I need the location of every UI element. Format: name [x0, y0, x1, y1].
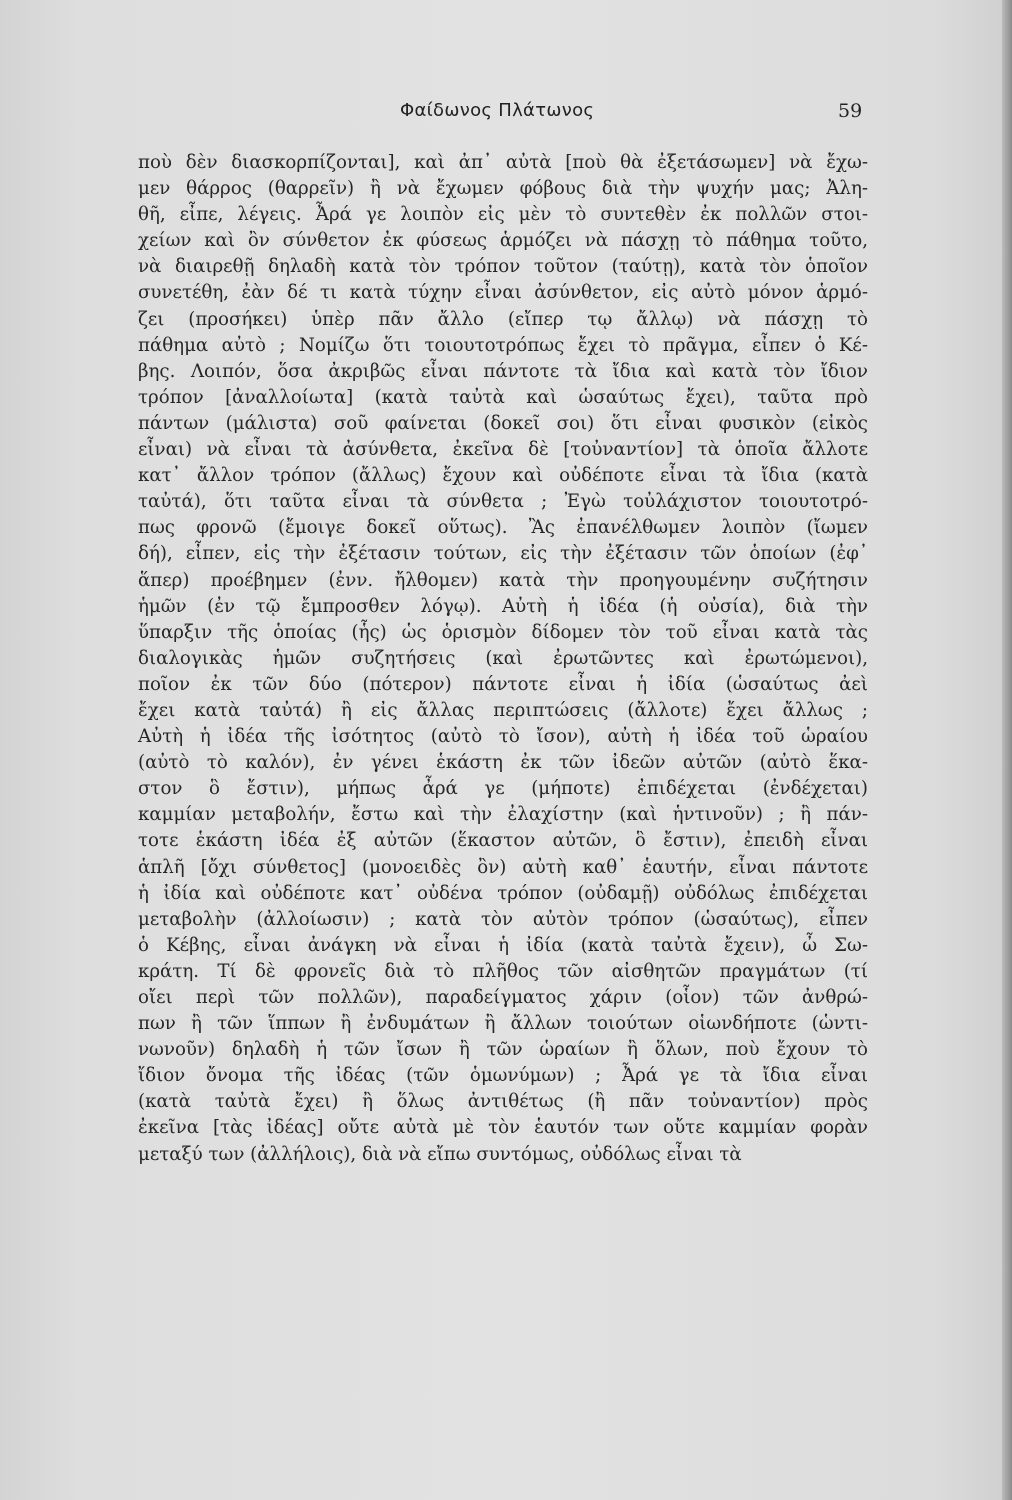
text-line: πων ἢ τῶν ἵππων ἢ ἐνδυμάτων ἢ ἄλλων τοιούτων οἱωνδήποτε (ὡντι- [138, 1013, 868, 1035]
text-line: ἅπερ) προέβημεν (ἐνν. ἤλθομεν) κατὰ τὴν προηγουμένην συζήτησιν [138, 569, 868, 591]
text-line: μεταξύ των (ἀλλήλοις), διὰ νὰ εἴπω συντόμως, οὐδόλως εἶναι τὰ [138, 1143, 742, 1165]
text-line: δή), εἶπεν, εἰς τὴν ἐξέτασιν τούτων, εἰς τὴν ἐξέτασιν τῶν ὁποίων (ἐφ᾿ [138, 543, 868, 565]
text-line: ὕπαρξιν τῆς ὁποίας (ἧς) ὡς ὁρισμὸν δίδομεν τὸν τοῦ εἶναι κατὰ τὰς [138, 621, 868, 643]
text-line: συνετέθη, ἐὰν δέ τι κατὰ τύχην εἶναι ἀσύνθετον, εἰς αὐτὸ μόνον ἁρμό- [138, 282, 868, 304]
text-line: ταὐτά), ὅτι ταῦτα εἶναι τὰ σύνθετα ; Ἐγὼ τοὐλάχιστον τοιουτοτρό- [138, 491, 868, 513]
text-line: τρόπον [ἀναλλοίωτα] (κατὰ ταὐτὰ καὶ ὡσαύτως ἔχει), ταῦτα πρὸ [138, 386, 868, 408]
text-line: πάντων (μάλιστα) σοῦ φαίνεται (δοκεῖ σοι) ὅτι εἶναι φυσικὸν (εἰκὸς [138, 412, 868, 434]
text-line: μεταβολὴν (ἀλλοίωσιν) ; κατὰ τὸν αὐτὸν τρόπον (ὡσαύτως), εἶπεν [138, 908, 868, 930]
text-line: διαλογικὰς ἡμῶν συζητήσεις (καὶ ἐρωτῶντες καὶ ἐρωτώμενοι), [138, 647, 868, 669]
running-title: Φαίδωνος Πλάτωνος [400, 100, 595, 121]
text-line: κράτη. Τί δὲ φρονεῖς διὰ τὸ πλῆθος τῶν αἰσθητῶν πραγμάτων (τί [138, 960, 868, 982]
text-line: θῆ, εἶπε, λέγεις. Ἆρά γε λοιπὸν εἰς μὲν τὸ συντεθὲν ἐκ πολλῶν στοι- [138, 204, 868, 226]
text-line: καμμίαν μεταβολήν, ἔστω καὶ τὴν ἐλαχίστην (καὶ ἡντινοῦν) ; ἢ πάν- [138, 804, 868, 826]
text-line: μεν θάρρος (θαρρεῖν) ἢ νὰ ἔχωμεν φόβους διὰ τὴν ψυχήν μας; Ἀλη- [138, 178, 868, 200]
text-line: ὁ Κέβης, εἶναι ἀνάγκη νὰ εἶναι ἡ ἰδία (κατὰ ταὐτὰ ἔχειν), ὦ Σω- [138, 934, 868, 956]
text-line: ἡ ἰδία καὶ οὐδέποτε κατ᾿ οὐδένα τρόπον (οὐδαμῇ) οὐδόλως ἐπιδέχεται [138, 882, 868, 904]
text-line: εἶναι) νὰ εἶναι τὰ ἀσύνθετα, ἐκεῖνα δὲ [τοὐναντίον] τὰ ὁποῖα ἄλλοτε [138, 439, 868, 461]
text-line: Αὐτὴ ἡ ἰδέα τῆς ἰσότητος (αὐτὸ τὸ ἴσον), αὐτὴ ἡ ἰδέα τοῦ ὡραίου [138, 726, 868, 748]
text-line: στον ὃ ἔστιν), μήπως ἆρά γε (μήποτε) ἐπιδέχεται (ἐνδέχεται) [138, 778, 868, 800]
text-line: οἴει περὶ τῶν πολλῶν), παραδείγματος χάριν (οἷον) τῶν ἀνθρώ- [138, 987, 868, 1008]
page-edge [1002, 0, 1012, 1500]
text-line: ποὺ δὲν διασκορπίζονται], καὶ ἀπ᾿ αὐτὰ [ποὺ θὰ ἐξετάσωμεν] νὰ ἔχω- [138, 152, 868, 173]
text-line: ἴδιον ὄνομα τῆς ἰδέας (τῶν ὁμωνύμων) ; Ἆρά γε τὰ ἴδια εἶναι [138, 1065, 868, 1087]
text-line: ἔχει κατὰ ταὐτά) ἢ εἰς ἄλλας περιπτώσεις (ἄλλοτε) ἔχει ἄλλως ; [138, 699, 868, 721]
text-line: νὰ διαιρεθῇ δηλαδὴ κατὰ τὸν τρόπον τοῦτον (ταύτῃ), κατὰ τὸν ὁποῖον [138, 256, 868, 278]
body-text [138, 150, 868, 1168]
text-line: πάθημα αὐτὸ ; Νομίζω ὅτι τοιουτοτρόπως ἔχει τὸ πρᾶγμα, εἶπεν ὁ Κέ- [138, 334, 868, 356]
text-line: ἡμῶν (ἐν τῷ ἔμπροσθεν λόγῳ). Αὐτὴ ἡ ἰδέα (ἡ οὐσία), διὰ τὴν [138, 595, 868, 617]
text-line: ἐκεῖνα [τὰς ἰδέας] οὔτε αὐτὰ μὲ τὸν ἑαυτόν των οὔτε καμμίαν φορὰν [138, 1117, 868, 1139]
text-line: νωνοῦν) δηλαδὴ ἡ τῶν ἴσων ἢ τῶν ὡραίων ἢ ὅλων, ποὺ ἔχουν τὸ [138, 1039, 868, 1061]
page-number: 59 [838, 100, 863, 122]
text-line: ζει (προσήκει) ὑπὲρ πᾶν ἄλλο (εἴπερ τῳ ἄλλῳ) νὰ πάσχῃ τὸ [138, 308, 868, 330]
text-line: (κατὰ ταὐτὰ ἔχει) ἢ ὅλως ἀντιθέτως (ἢ πᾶν τοὐναντίον) πρὸς [138, 1091, 868, 1113]
text-line: τοτε ἑκάστη ἰδέα ἐξ αὐτῶν (ἕκαστον αὐτῶν, ὃ ἔστιν), ἐπειδὴ εἶναι [138, 830, 868, 852]
text-line: βης. Λοιπόν, ὅσα ἀκριβῶς εἶναι πάντοτε τὰ ἴδια καὶ κατὰ τὸν ἴδιον [138, 360, 868, 382]
text-line: ἁπλῆ [ὄχι σύνθετος] (μονοειδὲς ὂν) αὐτὴ καθ᾿ ἑαυτήν, εἶναι πάντοτε [138, 856, 868, 878]
text-line: χείων καὶ ὂν σύνθετον ἐκ φύσεως ἁρμόζει νὰ πάσχῃ τὸ πάθημα τοῦτο, [138, 230, 868, 252]
page-header [0, 100, 1012, 130]
text-line: ποῖον ἐκ τῶν δύο (πότερον) πάντοτε εἶναι ἡ ἰδία (ὡσαύτως ἀεὶ [138, 673, 868, 695]
text-line: πως φρονῶ (ἔμοιγε δοκεῖ οὕτως). Ἂς ἐπανέλθωμεν λοιπὸν (ἴωμεν [138, 517, 868, 539]
text-line: (αὐτὸ τὸ καλόν), ἐν γένει ἑκάστη ἐκ τῶν ἰδεῶν αὐτῶν (αὐτὸ ἕκα- [138, 752, 868, 774]
text-line: κατ᾿ ἄλλον τρόπον (ἄλλως) ἔχουν καὶ οὐδέποτε εἶναι τὰ ἴδια (κατὰ [138, 465, 868, 487]
